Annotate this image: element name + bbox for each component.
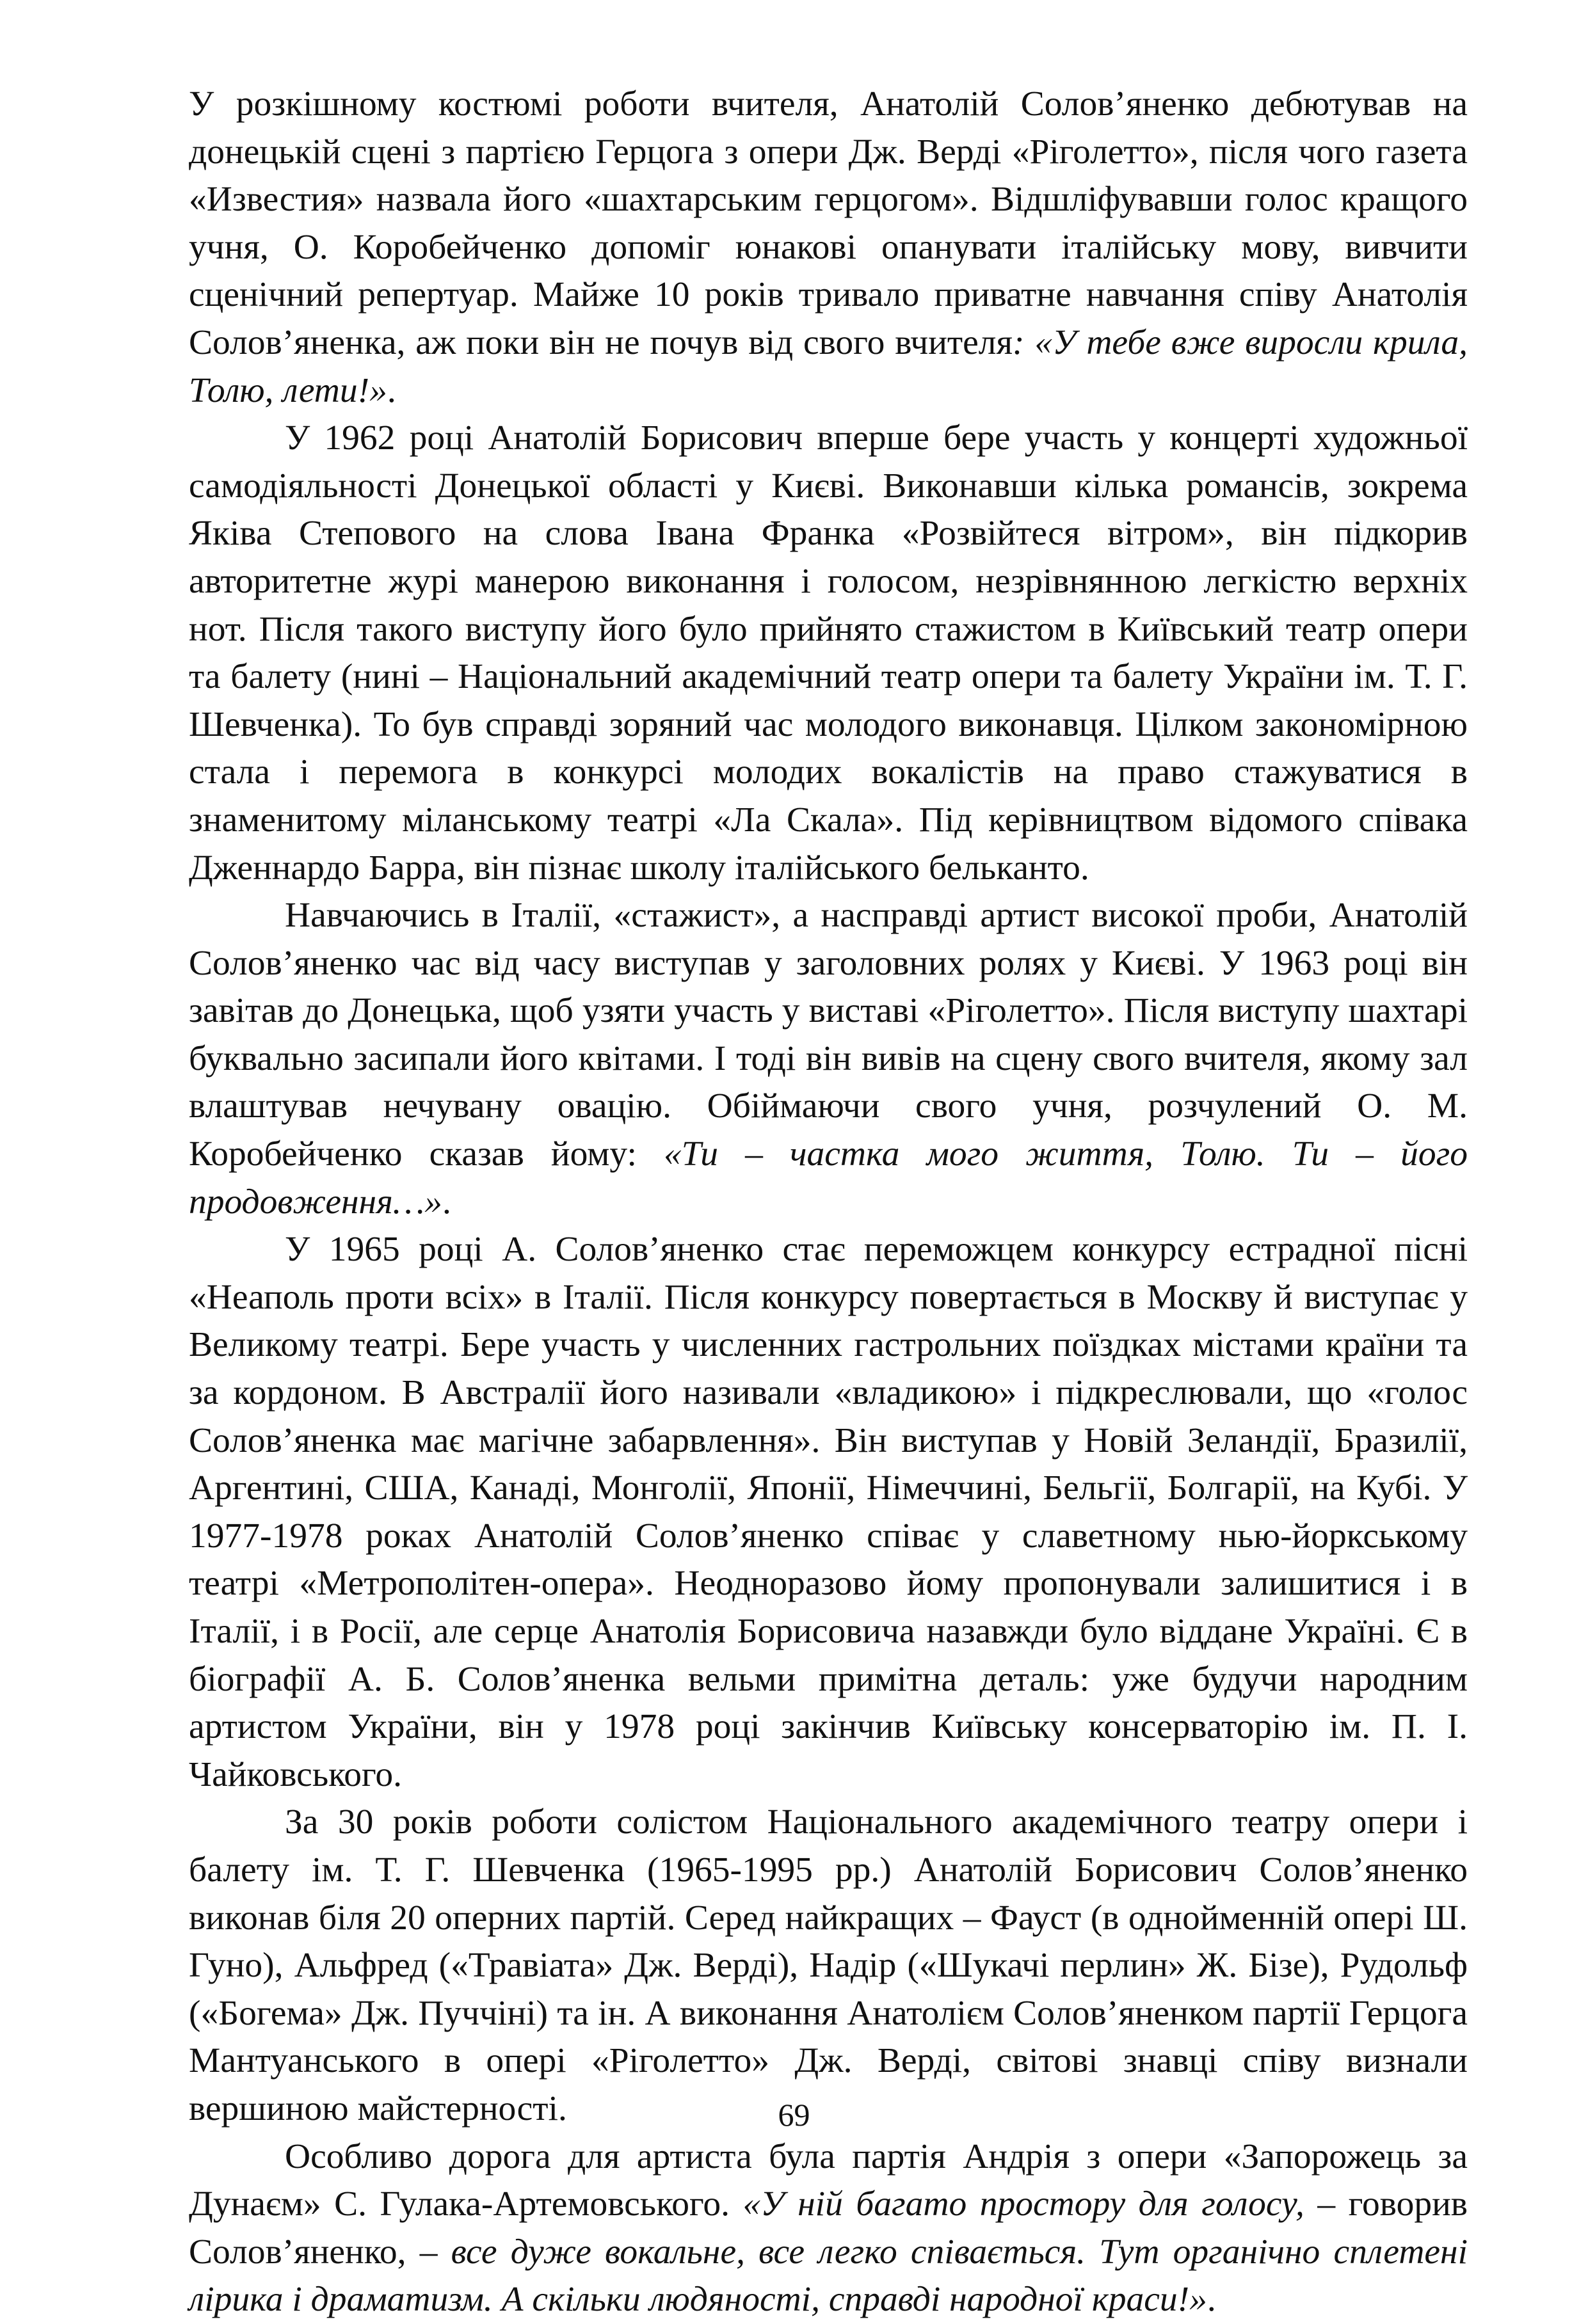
italic-quote: «У ній багато простору для голосу, – [742,2185,1336,2224]
paragraph [189,1226,1468,1799]
page-number: 69 [778,2097,810,2133]
paragraph [189,2133,1468,2324]
body-text [189,81,1468,2324]
text-run: За 30 років роботи солістом Національного академічного театру опери і балету ім. Т. Г. Шевченка (1965-1995 рр.) Анатолій Борисович Солов’яненко виконав біля 20 оперних партій. Серед найкращих – Фауст (в однойменній опері Ш. Гуно), Альфред («Травіата» Дж. Верді), Надір («Шукачі перлин» Ж. Бізе), Рудольф («Богема» Дж. Пуччіні) та ін. А виконання Анатолієм Солов’яненком партії Герцога Мантуанського в опері «Ріголетто» Дж. Верді, світові знавці співу визнали вершиною майстерності. [189,1803,1468,2128]
paragraph [189,415,1468,892]
paragraph [189,892,1468,1226]
text-run: У 1965 році А. Солов’яненко стає переможцем конкурсу естрадної пісні «Неаполь проти всіх» в Італії. Після конкурсу повертається в Москву й виступає у Великому театрі. Бере участь у численних гастрольних поїздках містами країни та за кордоном. В Австралії його називали «владикою» і підкреслювали, що «голос Солов’яненка має магічне забарвлення». Він виступав у Новій Зеландії, Бразилії, Аргентині, США, Канаді, Монголії, Японії, Німеччині, Бельгії, Болгарії, на Кубі. У 1977-1978 роках Анатолій Солов’яненко співає у славетному нью-йоркському театрі «Метрополітен-опера». Неодноразово йому пропонували залишитися і в Італії, і в Росії, але серце Анатолія Борисовича назавжди було віддане Україні. Є в біографії А. Б. Солов’яненка вельми примітна деталь: уже будучи народним артистом України, він у 1978 році закінчив Київську консерваторію ім. П. І. Чайковського. [189,1230,1468,1794]
text-run: Особливо дорога для артиста була партія Андрія з опери «Запорожець за Дунаєм» С. Гулака-Артемовського. [189,2137,1468,2224]
italic-quote: «Ти – частка мого життя, Толю. Ти – його продовження…» [189,1134,1468,1222]
text-run: . [442,1182,451,1222]
text-run: Навчаючись в Італії, «стажист», а насправді артист високої проби, Анатолій Солов’яненко час від часу виступав у заголовних ролях у Києві. У 1963 році він завітав до Донецька, щоб узяти участь у виставі «Ріголетто». Після виступу шахтарі буквально засипали його квітами. І тоді він вивів на сцену свого вчителя, якому зал влаштував нечувану овацію. Обіймаючи свого учня, розчулений О. М. Коробейченко сказав йому: [189,896,1468,1174]
italic-quote: : «У тебе вже виросли крила, Толю, лети!» [189,322,1468,410]
text-run: говорив Солов’яненко, – [189,2185,1468,2272]
paragraph [189,81,1468,415]
text-run: . [387,370,396,410]
italic-quote: все дуже вокальне, все легко співається. Тут органічно сплетені лірика і драматизм. А скільки людяності, справді народної краси!» [189,2232,1468,2320]
text-run: У 1962 році Анатолій Борисович вперше бере участь у концерті художньої самодіяльності Донецької області у Києві. Виконавши кілька романсів, зокрема Яківа Степового на слова Івана Франка «Розвійтеся вітром», він підкорив авторитетне журі манерою виконання і голосом, незрівнянною легкістю верхніх нот. Після такого виступу його було прийнято стажистом в Київський театр опери та балету (нині – Національний академічний театр опери та балету України ім. Т. Г. Шевченка). То був справді зоряний час молодого виконавця. Цілком закономірною стала і перемога в конкурсі молодих вокалістів на право стажуватися в знаменитому міланському театрі «Ла Скала». Під керівництвом відомого співака Дженнардо Барра, він пізнає школу італійського бельканто. [189,418,1468,887]
text-run: . [1207,2280,1216,2320]
paragraph [189,1799,1468,2133]
text-run: У розкішному костюмі роботи вчителя, Анатолій Солов’яненко дебютував на донецькій сцені з партією Герцога з опери Дж. Верді «Ріголетто», після чого газета «Известия» назвала його «шахтарським герцогом». Відшліфувавши голос кращого учня, О. Коробейченко допоміг юнакові опанувати італійську мову, вивчити сценічний репертуар. Майже 10 років тривало приватне навчання співу Анатолія Солов’яненка, аж поки він не почув від свого вчителя [189,84,1468,362]
